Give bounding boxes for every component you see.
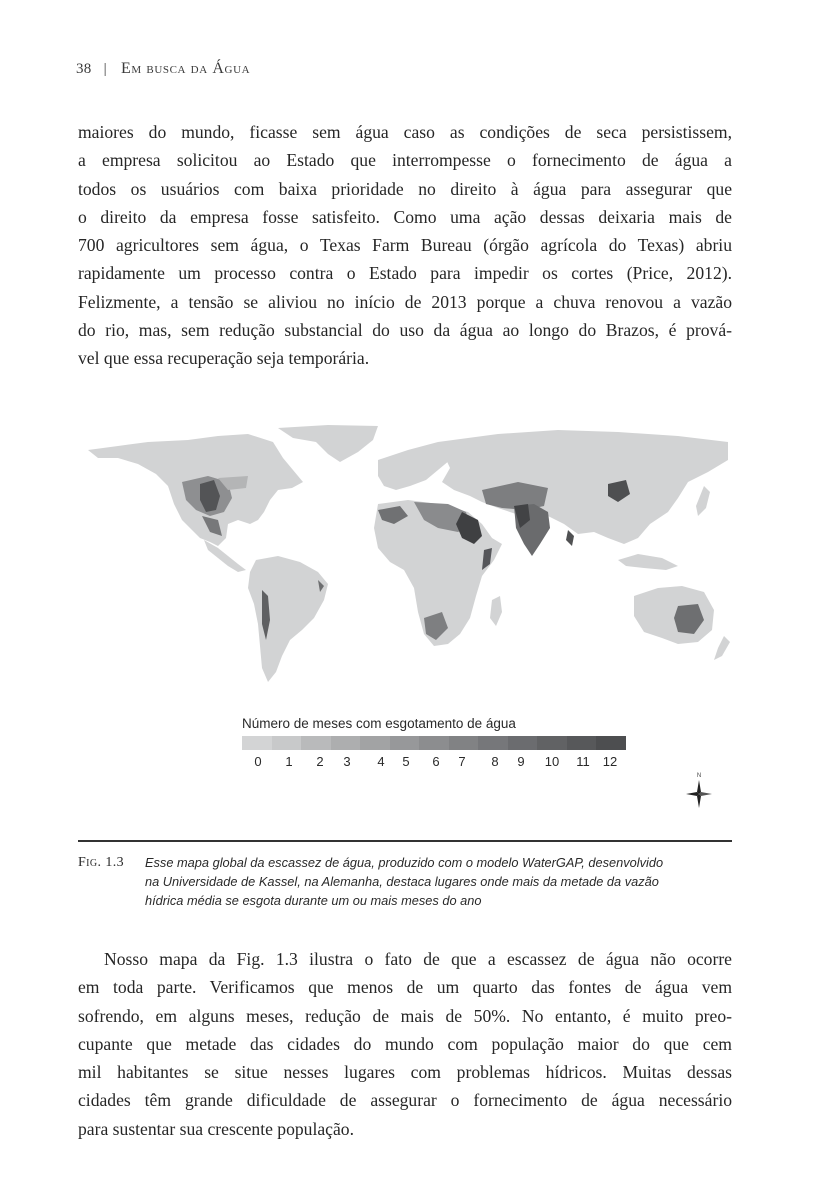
compass-north-label: N <box>696 773 702 779</box>
legend-tick: 1 <box>285 754 293 769</box>
legend-tick: 2 <box>316 754 324 769</box>
text-line: a empresa solicitou ao Estado que interrompesse o fornecimento de água a <box>78 150 732 171</box>
text-line: Felizmente, a tensão se aliviou no início de 2013 porque a chuva renovou a vazão <box>78 291 732 312</box>
legend-tick: 10 <box>544 754 560 769</box>
caption-line: hídrica média se esgota durante um ou mais meses do ano <box>145 893 482 908</box>
legend-swatch <box>390 736 420 750</box>
legend-tick: 11 <box>576 754 590 769</box>
legend-swatch <box>242 736 272 750</box>
legend-swatch <box>331 736 361 750</box>
text-line: mil habitantes se situe nesses lugares com problemas hídricos. Muitas dessas <box>78 1062 732 1083</box>
legend-tick: 3 <box>343 754 351 769</box>
legend-tick: 7 <box>458 754 466 769</box>
legend-swatch <box>360 736 390 750</box>
text-line: o direito da empresa fosse satisfeito. Como uma ação dessas deixaria mais de <box>78 206 732 227</box>
legend-tick: 12 <box>602 754 618 769</box>
compass-rose-icon <box>684 770 714 810</box>
legend-tick: 6 <box>432 754 440 769</box>
text-line: cidades têm grande dificuldade de assegurar o fornecimento de água necessário <box>78 1090 732 1111</box>
caption-line: Esse mapa global da escassez de água, produzido com o modelo WaterGAP, desenvolvido <box>145 855 664 870</box>
text-line: todos os usuários com baixa prioridade no direito à água para assegurar que <box>78 178 732 199</box>
legend-title: Número de meses com esgotamento de água <box>242 716 516 731</box>
legend-tick: 5 <box>402 754 410 769</box>
legend-swatch <box>478 736 508 750</box>
running-head <box>76 60 250 78</box>
body-paragraph-2 <box>78 945 732 1143</box>
text-line: do rio, mas, sem redução substancial do uso da água ao longo do Brazos, é prová- <box>78 320 732 341</box>
text-line: em toda parte. Verificamos que menos de um quarto das fontes de água vem <box>78 977 732 998</box>
text-line: maiores do mundo, ficasse sem água caso as condições de seca persistissem, <box>78 122 732 142</box>
legend-color-scale <box>242 736 626 750</box>
header-separator: | <box>103 61 107 77</box>
legend-swatch <box>508 736 538 750</box>
legend-tick-labels <box>242 754 626 772</box>
figure-caption <box>78 853 732 910</box>
figure-label: Fig. 1.3 <box>78 855 125 870</box>
legend-tick: 4 <box>377 754 385 769</box>
legend-tick: 9 <box>517 754 525 769</box>
caption-text <box>145 853 732 910</box>
legend-swatch <box>419 736 449 750</box>
caption-line: na Universidade de Kassel, na Alemanha, destaca lugares onde mais da metade da vazão <box>145 874 659 889</box>
legend-swatch <box>301 736 331 750</box>
page-number: 38 <box>76 61 92 77</box>
book-title: Em busca da Água <box>121 60 251 77</box>
map-legend <box>242 716 626 772</box>
text-line: para sustentar sua crescente população. <box>78 1118 354 1139</box>
text-line: cupante que metade das cidades do mundo com população maior do que cem <box>78 1033 732 1054</box>
world-water-scarcity-map <box>78 420 732 690</box>
text-line: 700 agricultores sem água, o Texas Farm Bureau (órgão agrícola do Texas) abriu <box>78 235 732 256</box>
body-paragraph-1 <box>78 118 732 373</box>
text-line: rapidamente um processo contra o Estado para impedir os cortes (Price, 2012). <box>78 263 732 284</box>
text-line: Nosso mapa da Fig. 1.3 ilustra o fato de que a escassez de água não ocorre <box>104 949 732 969</box>
text-line: vel que essa recuperação seja temporária. <box>78 348 370 369</box>
legend-swatch <box>596 736 626 750</box>
text-line: sofrendo, em alguns meses, redução de mais de 50%. No entanto, é muito preo- <box>78 1005 732 1026</box>
caption-divider <box>78 840 732 842</box>
legend-tick: 8 <box>491 754 499 769</box>
legend-swatch <box>567 736 597 750</box>
legend-tick: 0 <box>254 754 262 769</box>
legend-swatch <box>537 736 567 750</box>
legend-swatch <box>272 736 302 750</box>
legend-swatch <box>449 736 479 750</box>
